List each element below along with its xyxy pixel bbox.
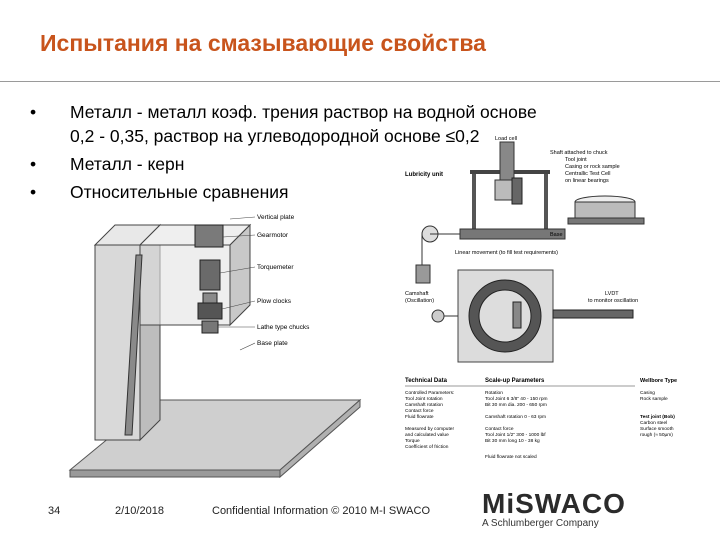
label-base-plate: Base plate [257, 340, 288, 347]
lubricity-unit-schematic [400, 130, 710, 475]
bullet-text: Металл - керн [70, 154, 185, 174]
svg-text:and calculated value: and calculated value [405, 433, 449, 438]
label-lubricity-unit: Lubricity unit [405, 172, 443, 178]
svg-text:Fluid flowrate: Fluid flowrate [405, 415, 434, 420]
torquemeter [200, 260, 220, 290]
slide-title: Испытания на смазывающие свойства [40, 30, 486, 56]
svg-text:Contact force: Contact force [405, 409, 434, 414]
svg-text:Wellbore Type: Wellbore Type [640, 378, 678, 384]
svg-text:(Oscillation): (Oscillation) [405, 298, 435, 304]
svg-text:to monitor oscillation: to monitor oscillation [588, 298, 639, 304]
svg-text:Fluid flowrate not scaled: Fluid flowrate not scaled [485, 455, 537, 460]
lathe-chucks [202, 321, 218, 333]
lubricity-tester-illustration [60, 205, 390, 480]
logo-name: MiSWACO [482, 488, 626, 519]
svg-text:Linear movement (to fill test: Linear movement (to fill test requirements) [455, 250, 559, 256]
gearmotor [195, 225, 223, 247]
svg-text:Load cell: Load cell [495, 136, 518, 142]
svg-text:Bit 30 mm dia. 200 - 650 rp: Bit 30 mm dia. 200 - 650 rpm [485, 403, 547, 408]
svg-text:Contact force: Contact force [485, 427, 514, 432]
svg-text:Scale-up Parameters: Scale-up Parameters [485, 378, 545, 384]
svg-text:Tool joint: Tool joint [565, 157, 587, 163]
title-divider [0, 81, 720, 82]
company-logo [482, 488, 712, 538]
label-lathe-chucks: Lathe type chucks [257, 324, 310, 331]
svg-text:Camshaft rotation: Camshaft rotation [405, 403, 443, 408]
logo-tagline: A Schlumberger Company [482, 518, 599, 529]
plow-clocks [198, 303, 222, 319]
table-col2 [485, 390, 548, 460]
label-torquemeter: Torquemeter [257, 264, 294, 271]
bullet-text-continued: 0,2 - 0,35, раствор на углеводородной основе ≤0,2 [70, 126, 480, 146]
svg-text:Base: Base [550, 232, 563, 238]
bullet-dot: • [30, 154, 37, 174]
bullet-dot: • [30, 182, 37, 202]
svg-text:Controlled Parameters:: Controlled Parameters: [405, 391, 455, 396]
svg-text:on linear bearings: on linear bearings [565, 178, 609, 184]
label-plow-clocks: Plow clocks [257, 298, 291, 305]
svg-text:Tool Joint 6 3/8" 40 - 150 r: Tool Joint 6 3/8" 40 - 150 rpm [485, 397, 548, 402]
svg-text:LVDT: LVDT [605, 291, 619, 297]
svg-text:Shaft attached to chuck: Shaft attached to chuck [550, 150, 608, 156]
svg-text:Technical Data: Technical Data [405, 378, 447, 384]
table-col3 [640, 378, 677, 438]
bullet-text: Металл - металл коэф. трения раствор на водной основе [70, 102, 537, 122]
footer-confidential: Confidential Information © 2010 M-I SWACO [212, 505, 431, 517]
svg-text:Camshaft rotation 0 - 63 rpm: Camshaft rotation 0 - 63 rpm [485, 415, 547, 420]
svg-text:Rock sample: Rock sample [640, 397, 668, 402]
bullet-dot: • [30, 102, 37, 122]
svg-text:Test joint (Bob): Test joint (Bob) [640, 415, 675, 420]
svg-text:Casing: Casing [640, 391, 655, 396]
svg-text:Carbon steel: Carbon steel [640, 421, 668, 426]
label-vertical-plate: Vertical plate [257, 214, 295, 221]
label-gearmotor: Gearmotor [257, 232, 289, 239]
page-number: 34 [48, 505, 61, 517]
svg-text:rough (≈ 50µm): rough (≈ 50µm) [640, 433, 673, 438]
footer-date: 2/10/2018 [115, 505, 164, 517]
svg-text:Camshaft: Camshaft [405, 291, 429, 297]
table-col1 [405, 390, 454, 450]
svg-text:Centrallic Test Cell: Centrallic Test Cell [565, 171, 611, 177]
svg-text:Tool Joint 1/2" 300 - 1000 l: Tool Joint 1/2" 300 - 1000 lbf [485, 433, 546, 438]
svg-text:Surface smooth: Surface smooth [640, 427, 674, 432]
svg-text:Bit 30 mm long 10 - 38 kg: Bit 30 mm long 10 - 38 kg [485, 439, 540, 444]
svg-text:Coefficient of friction: Coefficient of friction [405, 445, 449, 450]
svg-text:Tool Joint rotation: Tool Joint rotation [405, 397, 443, 402]
bullet-text: Относительные сравнения [70, 182, 289, 202]
test-cell [575, 202, 635, 218]
svg-text:Measured by computer: Measured by computer [405, 427, 455, 432]
svg-text:Casing or rock sample: Casing or rock sample [565, 164, 620, 170]
svg-text:Torque: Torque [405, 439, 420, 444]
svg-text:Rotation: Rotation [485, 391, 503, 396]
